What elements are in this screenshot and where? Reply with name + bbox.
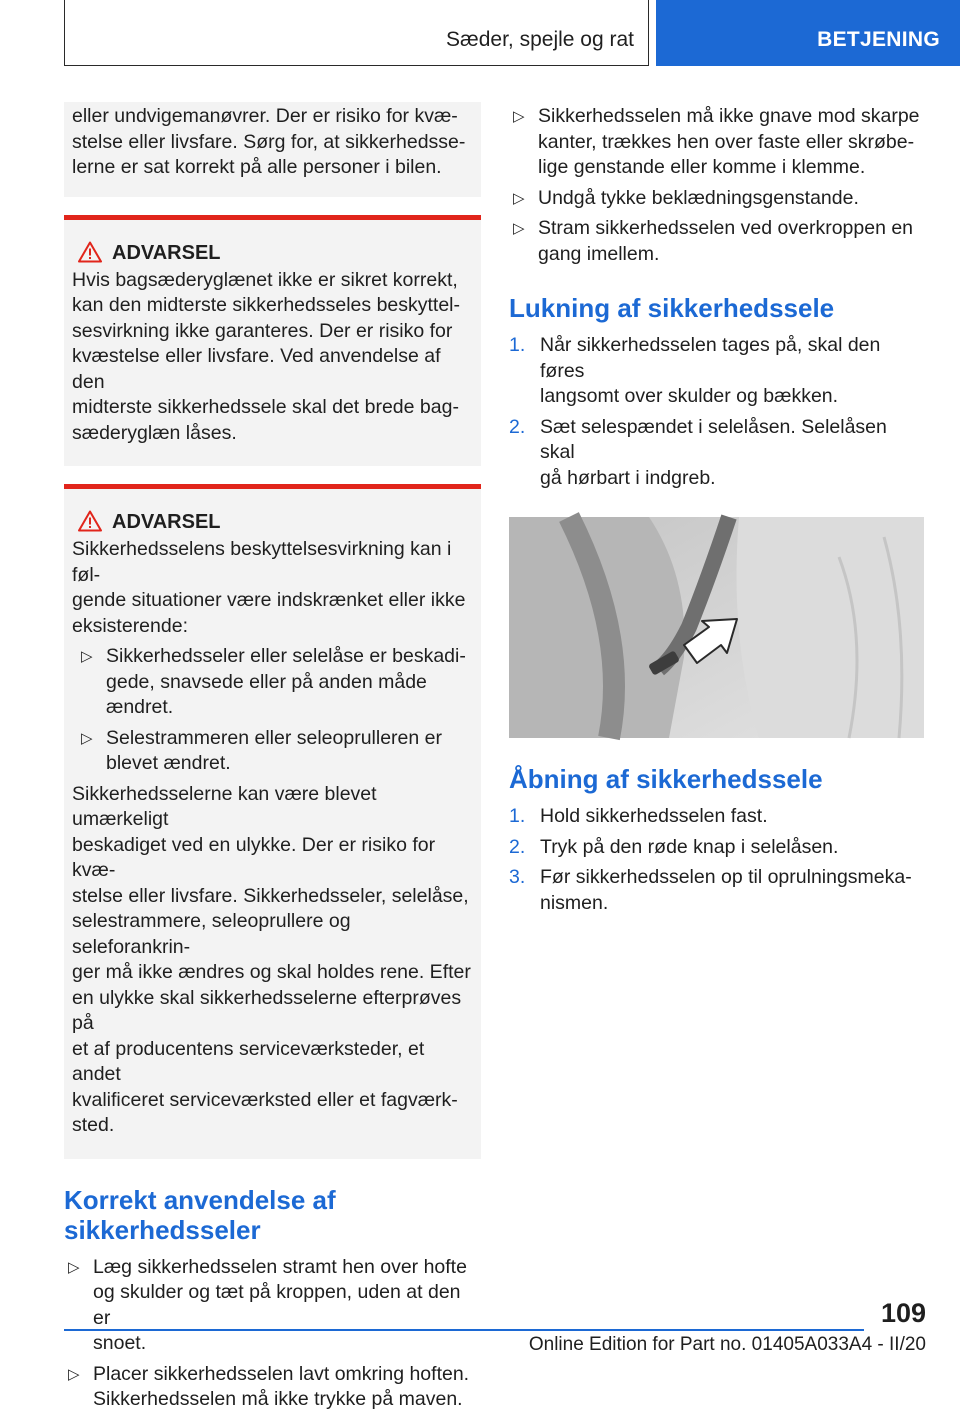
warning-line: kvalificeret serviceværksted eller et fagværk- bbox=[72, 1088, 458, 1111]
warning-line: beskadiget ved en ulykke. Der er risiko for kvæ- bbox=[72, 833, 436, 881]
heading-line: Korrekt anvendelse af bbox=[64, 1184, 336, 1215]
header-section-title: Sæder, spejle og rat bbox=[446, 28, 634, 51]
step-item bbox=[509, 804, 924, 830]
bullet-line: Sikkerhedsselen må ikke trykke på maven. bbox=[93, 1388, 463, 1410]
right-column bbox=[509, 102, 924, 921]
bullet-line: Læg sikkerhedsselen stramt hen over hofte bbox=[93, 1255, 467, 1278]
list-item bbox=[509, 104, 924, 181]
warning-line: stelse eller livsfare. Sikkerhedsseler, selelåse, bbox=[72, 884, 469, 907]
bullet-line: blevet ændret. bbox=[106, 752, 231, 774]
step-number: 1. bbox=[509, 334, 526, 356]
warning-line: Hvis bagsæderyglænet ikke er sikret korrekt, bbox=[72, 268, 458, 291]
bullet-line: ændret. bbox=[106, 696, 174, 718]
step-line: Sæt selespændet i selelåsen. Selelåsen skal bbox=[540, 415, 887, 463]
warning-line: Sikkerhedsselerne kan være blevet umærkeligt bbox=[72, 782, 377, 830]
seat-belt-buckle-photo bbox=[509, 517, 924, 738]
heading-line: sikkerhedsseler bbox=[64, 1214, 261, 1245]
warning-line: gende situationer være indskrænket eller ikke bbox=[72, 589, 466, 611]
bullet-line: Undgå tykke beklædningsgenstande. bbox=[538, 186, 859, 209]
triangle-right-icon: ▷ bbox=[68, 1365, 80, 1383]
triangle-right-icon: ▷ bbox=[81, 729, 93, 747]
bullet-line: Sikkerhedsselen må ikke gnave mod skarpe bbox=[538, 105, 920, 127]
warning-box-2 bbox=[64, 484, 481, 1159]
warning-line: sesvirkning ikke garanteres. Der er risiko for bbox=[72, 319, 453, 342]
list-item bbox=[509, 186, 924, 212]
step-line: nismen. bbox=[540, 891, 609, 914]
warning-line: sted. bbox=[72, 1114, 115, 1136]
page-number: 109 bbox=[880, 1298, 926, 1328]
step-line: Tryk på den røde knap i selelåsen. bbox=[540, 835, 839, 858]
warning-line: midterste sikkerhedssele skal det brede bag- bbox=[72, 396, 459, 418]
warning-line: kan den midterste sikkerhedsseles beskyttel- bbox=[72, 294, 461, 316]
intro-note-box bbox=[64, 102, 481, 197]
triangle-right-icon: ▷ bbox=[81, 648, 93, 665]
section-heading-opening: Åbning af sikkerhedssele bbox=[509, 764, 823, 794]
step-item bbox=[509, 333, 924, 410]
warning-title bbox=[72, 240, 473, 266]
warning-line: et af producentens serviceværksteder, et andet bbox=[72, 1037, 425, 1085]
list-item bbox=[509, 216, 924, 267]
header-chapter-title: BETJENING bbox=[817, 28, 940, 51]
step-line: Hold sikkerhedsselen fast. bbox=[540, 805, 768, 827]
bullet-line: Selestrammeren eller seleoprulleren er bbox=[106, 726, 442, 749]
list-item bbox=[64, 1362, 481, 1413]
section-heading-correct-use bbox=[64, 1185, 481, 1245]
step-item bbox=[509, 415, 924, 492]
step-line: Før sikkerhedsselen op til oprulningsmeka- bbox=[540, 866, 912, 888]
warning-line: sæderyglæn låses. bbox=[72, 421, 237, 444]
list-item bbox=[64, 1255, 481, 1357]
section-heading-closing: Lukning af sikkerhedssele bbox=[509, 293, 835, 323]
bullet-line: kanter, trækkes hen over faste eller skrøbe- bbox=[538, 130, 915, 153]
bullet-line: gede, snavsede eller på anden måde bbox=[106, 670, 427, 693]
warning-title bbox=[72, 509, 473, 535]
intro-line: stelse eller livsfare. Sørg for, at sikkerhedsse- bbox=[72, 130, 466, 153]
warning-title-text: ADVARSEL bbox=[112, 241, 221, 264]
bullet-line: gang imellem. bbox=[538, 242, 660, 265]
warning-bullet bbox=[72, 726, 473, 777]
step-line: langsomt over skulder og bækken. bbox=[540, 385, 839, 407]
step-line: Når sikkerhedsselen tages på, skal den føres bbox=[540, 334, 881, 382]
step-line: gå hørbart i indgreb. bbox=[540, 466, 716, 489]
footer-divider bbox=[64, 1329, 864, 1331]
step-number: 2. bbox=[509, 415, 526, 438]
warning-bullet bbox=[72, 644, 473, 721]
warning-line: eksisterende: bbox=[72, 614, 188, 637]
warning-triangle-icon bbox=[78, 241, 102, 263]
warning-line: en ulykke skal sikkerhedsselerne efterprøves på bbox=[72, 986, 462, 1034]
step-number: 1. bbox=[509, 805, 526, 827]
warning-title-text: ADVARSEL bbox=[112, 511, 221, 533]
intro-line: eller undvigemanøvrer. Der er risiko for kvæ- bbox=[72, 105, 458, 127]
warning-triangle-icon bbox=[78, 510, 102, 532]
header-section-box bbox=[64, 0, 649, 66]
warning-line: Sikkerhedsselens beskyttelsesvirkning kan i føl- bbox=[72, 538, 452, 586]
bullet-line: Placer sikkerhedsselen lavt omkring hoften. bbox=[93, 1362, 470, 1385]
bullet-line: Sikkerhedsseler eller selelåse er beskadi- bbox=[106, 645, 466, 667]
triangle-right-icon: ▷ bbox=[68, 1258, 80, 1276]
warning-line: selestrammere, seleoprullere og seleforankrin- bbox=[72, 910, 351, 958]
step-number: 3. bbox=[509, 866, 526, 888]
step-item bbox=[509, 835, 924, 861]
warning-box-1 bbox=[64, 215, 481, 467]
step-item bbox=[509, 865, 924, 916]
footer-edition: Online Edition for Part no. 01405A033A4 - II/20 bbox=[528, 1334, 926, 1355]
warning-line: ger må ikke ændres og skal holdes rene. Efter bbox=[72, 961, 471, 983]
triangle-right-icon: ▷ bbox=[513, 108, 525, 125]
left-column bbox=[64, 102, 481, 1418]
warning-line: kvæstelse eller livsfare. Ved anvendelse af den bbox=[72, 345, 441, 393]
header-chapter-tab bbox=[656, 0, 960, 66]
triangle-right-icon: ▷ bbox=[513, 220, 525, 237]
seat-belt-illustration bbox=[509, 517, 924, 738]
bullet-line: lige genstande eller komme i klemme. bbox=[538, 156, 866, 178]
step-number: 2. bbox=[509, 835, 526, 858]
bullet-line: Stram sikkerhedsselen ved overkroppen en bbox=[538, 217, 914, 239]
bullet-line: snoet. bbox=[93, 1332, 147, 1354]
bullet-line: og skulder og tæt på kroppen, uden at den er bbox=[93, 1281, 461, 1329]
intro-line: lerne er sat korrekt på alle personer i bilen. bbox=[72, 156, 442, 178]
triangle-right-icon: ▷ bbox=[513, 189, 525, 207]
